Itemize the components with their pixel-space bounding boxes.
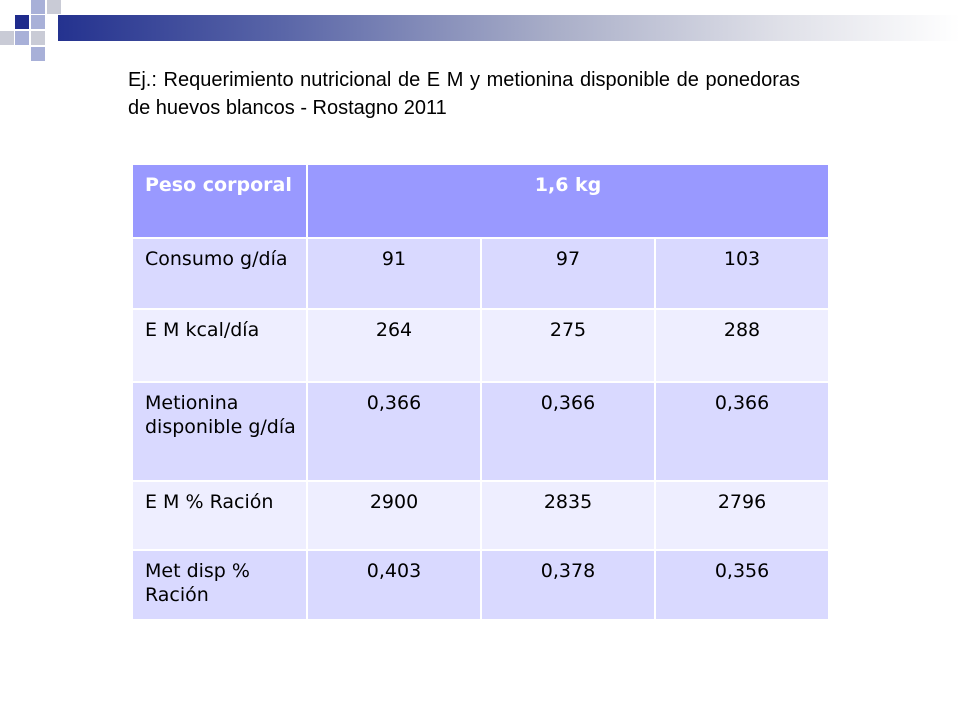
corner-square-light-3 (31, 15, 45, 29)
table-row (132, 309, 829, 382)
corner-square-grey-2 (47, 0, 61, 14)
table-row (132, 238, 829, 309)
row-value: 97 (481, 238, 655, 309)
row-value: 288 (655, 309, 829, 382)
row-label: E M kcal/día (132, 309, 307, 382)
corner-square-light-2 (15, 31, 29, 45)
corner-square-dark-1 (15, 15, 29, 29)
table-header-row (132, 164, 829, 238)
nutrition-table (131, 163, 830, 621)
table-row (132, 481, 829, 550)
row-value: 0,366 (655, 382, 829, 481)
row-value: 2900 (307, 481, 481, 550)
row-value: 0,356 (655, 550, 829, 620)
row-label: E M % Ración (132, 481, 307, 550)
row-value: 91 (307, 238, 481, 309)
row-value: 2796 (655, 481, 829, 550)
corner-square-light-1 (31, 0, 45, 14)
row-value: 0,366 (307, 382, 481, 481)
table-row (132, 382, 829, 481)
row-value: 0,403 (307, 550, 481, 620)
slide-title: Ej.: Requerimiento nutricional de E M y metionina disponible de ponedoras de huevos blancos - Rostagno 2011 (128, 69, 800, 119)
row-label: Metionina disponible g/día (132, 382, 307, 481)
row-value: 2835 (481, 481, 655, 550)
header-label-cell: Peso corporal (132, 164, 307, 238)
row-label: Consumo g/día (132, 238, 307, 309)
row-label: Met disp % Ración (132, 550, 307, 620)
corner-square-grey-1 (0, 31, 14, 45)
row-value: 275 (481, 309, 655, 382)
top-gradient-bar (58, 15, 960, 41)
table-row (132, 550, 829, 620)
corner-square-light-4 (31, 47, 45, 61)
corner-square-grey-3 (31, 31, 45, 45)
header-weight-cell: 1,6 kg (307, 164, 829, 238)
row-value: 264 (307, 309, 481, 382)
row-value: 0,378 (481, 550, 655, 620)
row-value: 0,366 (481, 382, 655, 481)
row-value: 103 (655, 238, 829, 309)
